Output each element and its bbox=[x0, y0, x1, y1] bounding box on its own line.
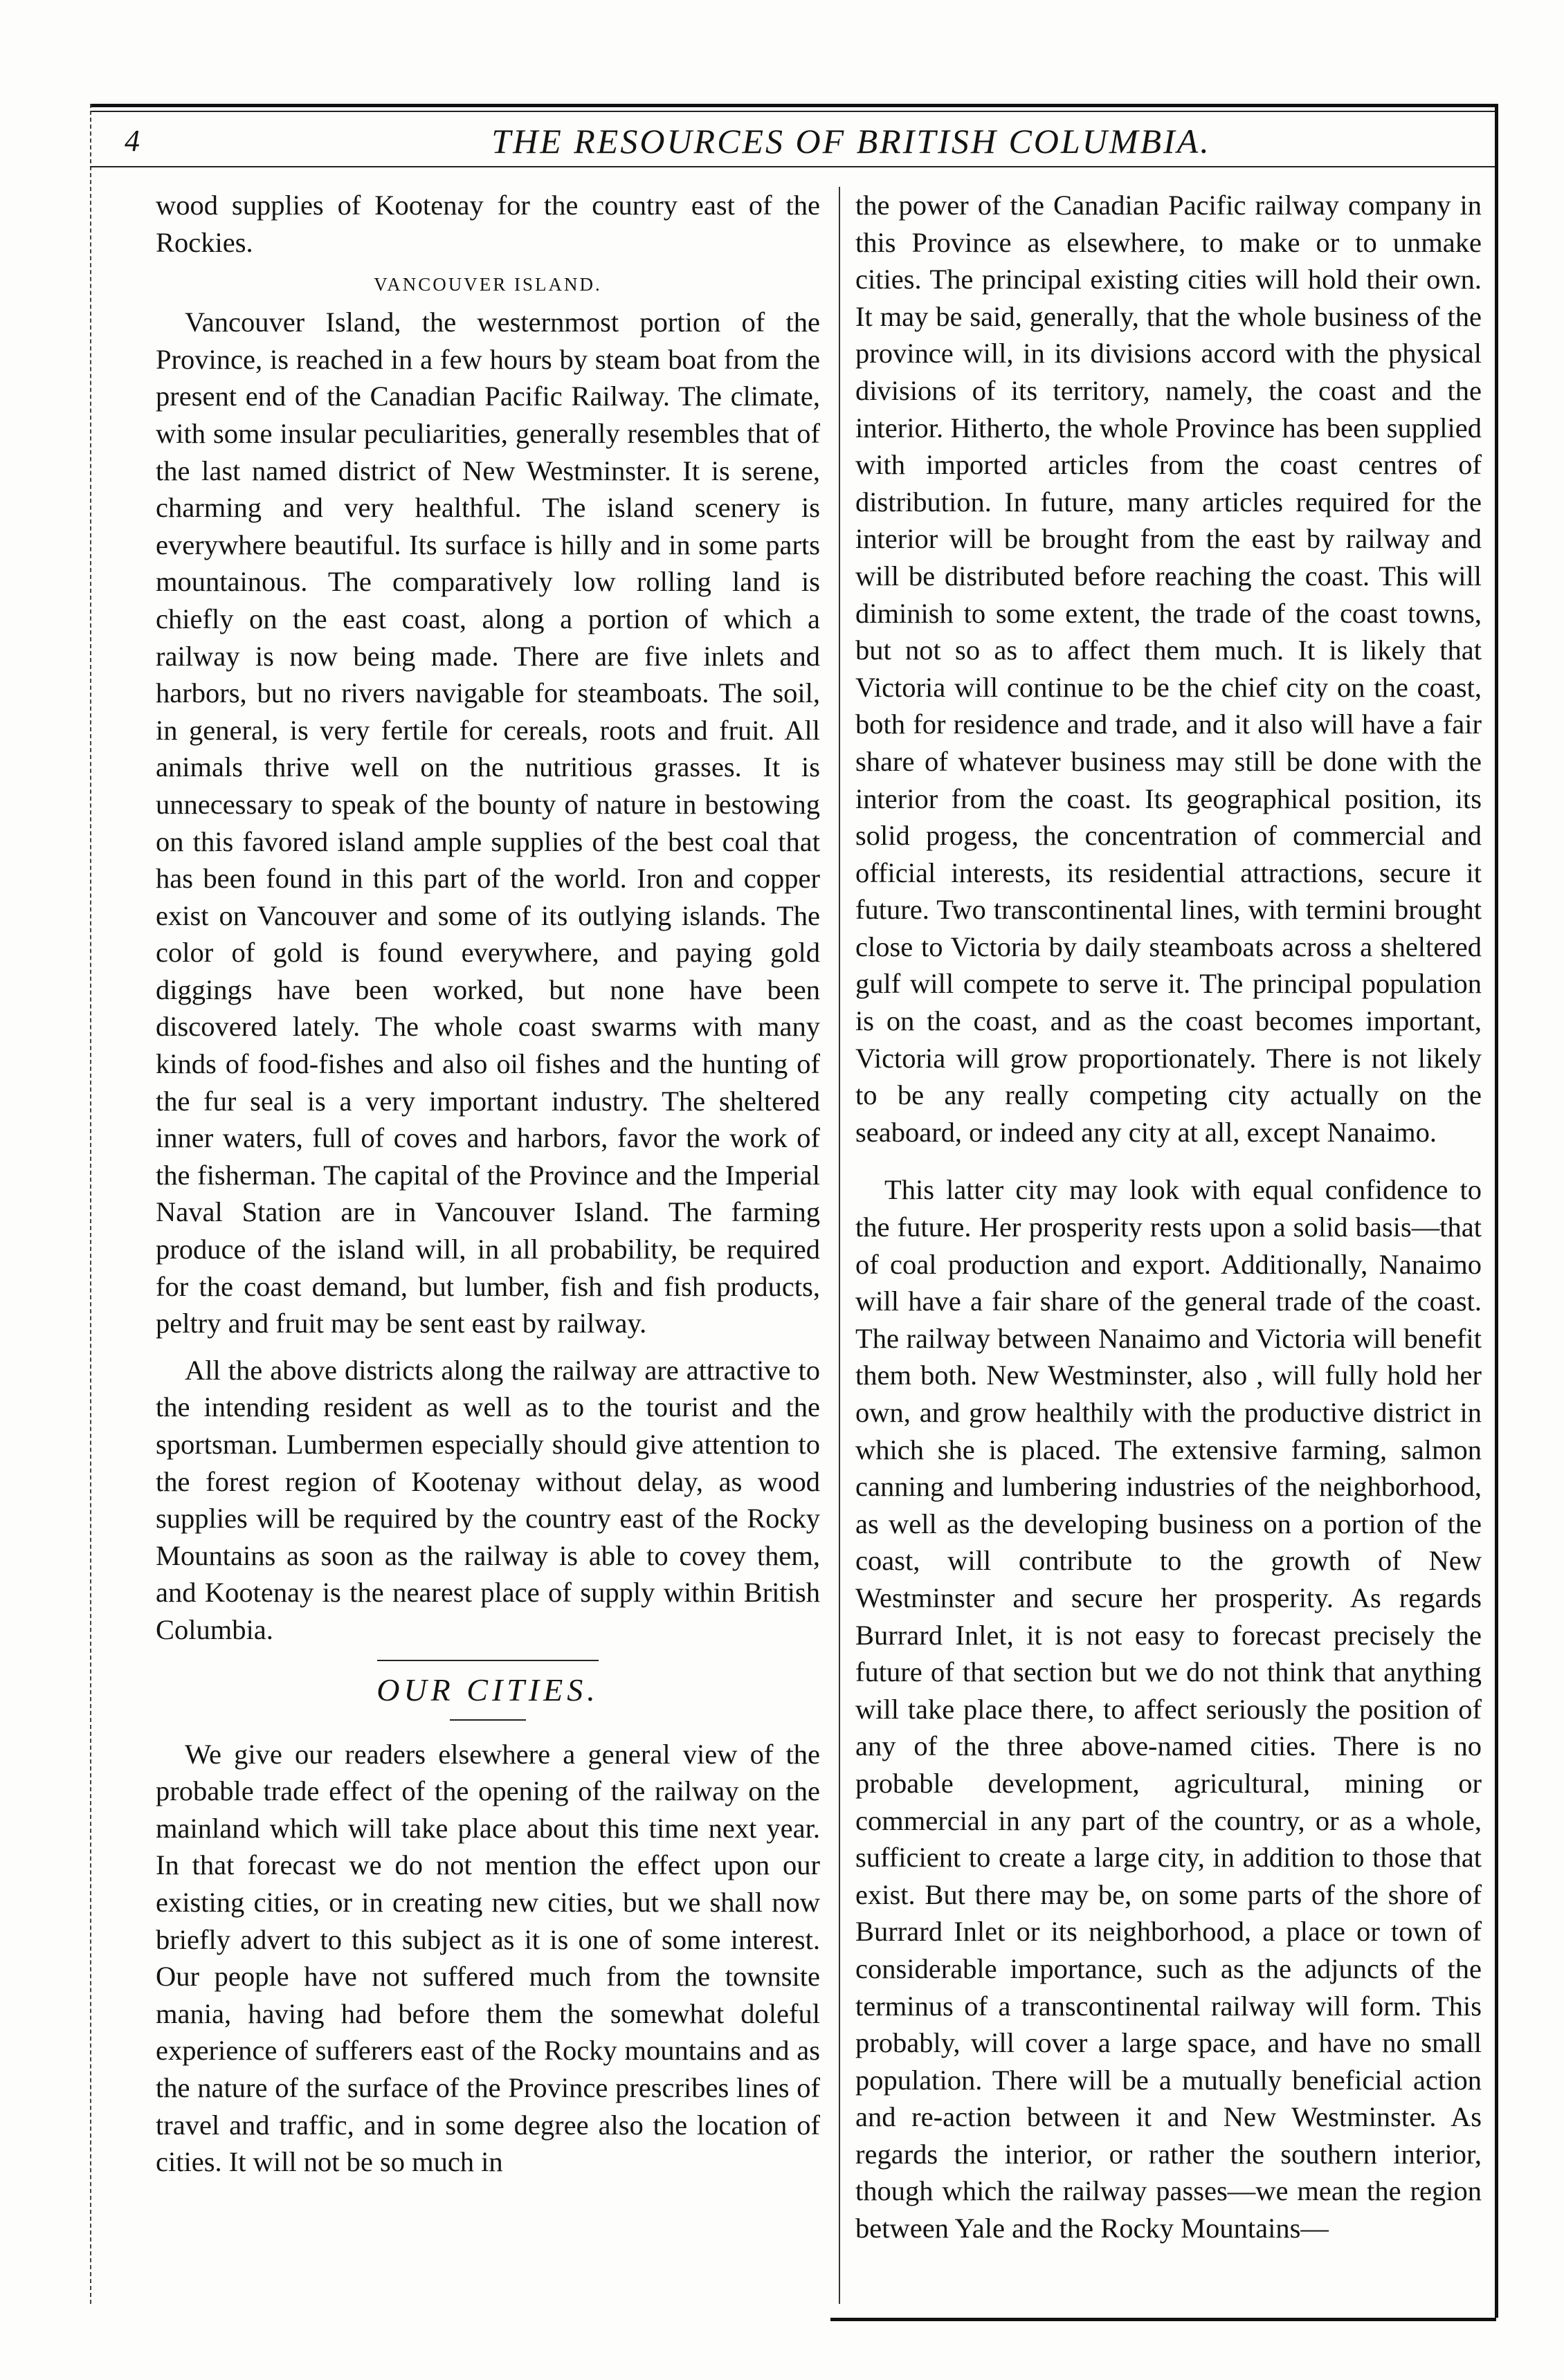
right-column bbox=[855, 187, 1482, 2247]
section-heading-vancouver-island: VANCOUVER ISLAND. bbox=[374, 274, 602, 295]
districts-paragraph: All the above districts along the railway are attractive to the intending resident as well as to the tourist and the sportsman. Lumbermen especially should give attention to the forest region of Kootenay without delay, as wood supplies will be required by the country east of the Rocky Mountains as soon as the railway is able to covey them, and Kootenay is the nearest place of supply within British Columbia. bbox=[156, 1354, 820, 1645]
page-number: 4 bbox=[125, 124, 140, 158]
column-divider bbox=[839, 187, 840, 2304]
intro-text: wood supplies of Kootenay for the country east of the Rockies. bbox=[156, 190, 820, 258]
top-border-rule bbox=[90, 104, 1495, 107]
continuation-paragraph: the power of the Canadian Pacific railway company in this Province as elsewhere, to make or to unmake cities. The principal existing cities will hold their own. It may be said, generally, that the whole business of the province will, in its divisions accord with the physical divisions of its territory, namely, the coast and the interior. Hitherto, the whole Province has been supplied with imported articles from the coast centres of distribution. In future, many articles required for the interior will be brought from the east by railway and will be distributed before reaching the coast. This will diminish to some extent, the trade of the coast towns, but not so as to affect them much. It is likely that Victoria will continue to be the chief city on the coast, both for residence and trade, and it also will have a fair share of whatever business may still be done with the interior from the coast. Its geographical position, its solid progess, the concentration of commercial and official interests, its residential attractions, secure it future. Two transcontinental lines, with termini brought close to Victoria by daily steamboats across a sheltered gulf will compete to serve it. The principal population is on the coast, and as the coast becomes important, Victoria will grow proportionately. There is not likely to be any really competing city actually on the seaboard, or indeed any city at all, except Nanaimo. bbox=[855, 190, 1482, 1148]
vancouver-island-paragraph: Vancouver Island, the westernmost portion of the Province, is reached in a few hours by steam boat from the present end of the Canadian Pacific Railway. The climate, with some insular peculiarities, generally resembles that of the last named district of New Westminster. It is serene, charming and very healthful. The island scenery is everywhere beautiful. Its surface is hilly and in some parts mountainous. The comparatively low rolling land is chiefly on the east coast, along a portion of which a railway is now being made. There are five inlets and harbors, but no rivers navigable for steamboats. The soil, in general, is very fertile for cereals, roots and fruit. All animals thrive well on the nutritious grasses. It is unnecessary to speak of the bounty of nature in bestowing on this favored island ample supplies of the best coal that has been found in this part of the world. Iron and copper exist on Vancouver and some of its outlying islands. The color of gold is found everywhere, and paying gold diggings have been worked, but none have been discovered lately. The whole coast swarms with many kinds of food-fishes and also oil fishes and the hunting of the fur seal is a very important industry. The sheltered inner waters, full of coves and harbors, favor the work of the fisherman. The capital of the Province and the Imperial Naval Station are in Vancouver Island. The farming produce of the island will, in all probability, be required for the coast demand, but lumber, fish and fish products, peltry and fruit may be sent east by railway. bbox=[156, 306, 820, 1339]
bottom-border-rule bbox=[830, 2318, 1496, 2321]
running-title: THE RESOURCES OF BRITISH COLUMBIA. bbox=[491, 122, 1211, 161]
our-cities-paragraph: We give our readers elsewhere a general view of the probable trade effect of the opening of the railway on the mainland which will take place about this time next year. In that forecast we do not mention the effect upon our existing cities, or in creating new cities, but we shall now briefly advert to this subject as it is one of some interest. Our people have not suffered much from the townsite mania, having had before them the somewhat doleful experience of sufferers east of the Rocky mountains and as the nature of the surface of the Province prescribes lines of travel and traffic, and in some degree also the location of cities. It will not be so much in bbox=[156, 1738, 820, 2178]
paragraph-gap bbox=[156, 1342, 820, 1352]
nanaimo-paragraph: This latter city may look with equal confidence to the future. Her prosperity rests upon a solid basis—that of coal production and export. Additionally, Nanaimo will have a fair share of the general trade of the coast. The railway between Nanaimo and Victoria will benefit them both. New Westminster, also , will fully hold her own, and grow healthily with the productive district in which she is placed. The extensive farming, salmon canning and lumbering industries of the neighborhood, as well as the developing business on a portion of the coast, will contribute to the growth of New Westminster and secure her prosperity. As regards Burrard Inlet, it is not easy to forecast precisely the future of that section but we do not think that anything will take place there, to affect seriously the position of any of the three above-named cities. There is no probable development, agricultural, mining or commercial in any part of the country, or as a whole, sufficient to create a large city, in addition to those that exist. But there may be, on some parts of the shore of Burrard Inlet or its neighborhood, a place or town of considerable importance, such as the adjuncts of the terminus of a transcontinental railway will form. This probably, will cover a large space, and have no small population. There will be a mutually beneficial action and re-action between it and New Westminster. As regards the interior, or rather the southern interior, though which the railway passes—we mean the region between Yale and the Rocky Mountains— bbox=[855, 1174, 1482, 2244]
article-title-underline bbox=[450, 1719, 526, 1721]
article-rule bbox=[377, 1660, 599, 1661]
right-border-rule bbox=[1495, 104, 1498, 2318]
header-rule bbox=[90, 166, 1495, 167]
left-column bbox=[156, 187, 820, 2181]
left-border-rule bbox=[90, 104, 91, 2304]
paragraph-gap bbox=[855, 1151, 1482, 1171]
article-title: OUR CITIES. bbox=[376, 1672, 599, 1708]
top-border-thin-rule bbox=[90, 111, 1495, 112]
